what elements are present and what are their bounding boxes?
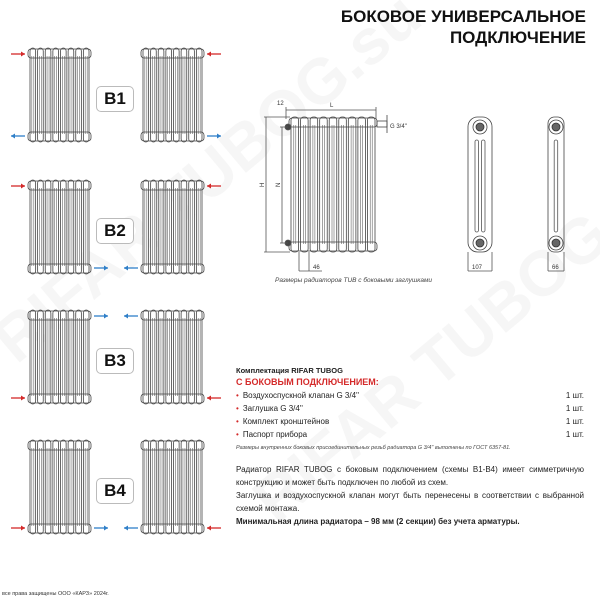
return-arrow-icon xyxy=(124,526,138,531)
return-arrow-icon xyxy=(94,266,108,271)
scheme-label: B3 xyxy=(96,348,134,374)
dim-107: 107 xyxy=(472,265,483,271)
scheme-b4 xyxy=(0,434,232,544)
copyright: все права защищены ООО «КАРЗ» 2024г. xyxy=(2,591,109,597)
supply-arrow-icon xyxy=(11,184,25,189)
dim-N: N xyxy=(276,182,282,187)
radiator-dimension-drawing xyxy=(250,95,600,280)
return-arrow-icon xyxy=(207,134,221,139)
supply-arrow-icon xyxy=(11,526,25,531)
radiator-right xyxy=(141,440,204,534)
supply-arrow-icon xyxy=(207,52,221,57)
page-title: БОКОВОЕ УНИВЕРСАЛЬНОЕ ПОДКЛЮЧЕНИЕ xyxy=(340,7,586,47)
radiator-left xyxy=(28,440,91,534)
dim-46: 46 xyxy=(313,265,320,271)
scheme-b2 xyxy=(0,174,232,284)
kit-section xyxy=(236,366,584,451)
dim-12: 12 xyxy=(277,101,284,107)
supply-arrow-icon xyxy=(11,396,25,401)
scheme-label: B4 xyxy=(96,478,134,504)
radiator-left xyxy=(28,180,91,274)
scheme-label: B1 xyxy=(96,86,134,112)
supply-arrow-icon xyxy=(207,526,221,531)
return-arrow-icon xyxy=(94,526,108,531)
thread-label: G 3/4'' xyxy=(390,124,407,130)
kit-note: Размеры внутренних боковых присоединительных резьб радиатора G 3/4'' выполнены по ГОСТ 6357-81. xyxy=(236,445,511,451)
supply-arrow-icon xyxy=(207,184,221,189)
return-arrow-icon xyxy=(11,134,25,139)
kit-item: • Заглушка G 3/4'' 1 шт. xyxy=(236,404,584,413)
dim-H: H xyxy=(260,182,266,187)
kit-subtitle: С БОКОВЫМ ПОДКЛЮЧЕНИЕМ: xyxy=(236,377,379,387)
radiator-left xyxy=(28,48,91,142)
radiator-side-view-107 xyxy=(468,117,492,271)
return-arrow-icon xyxy=(124,266,138,271)
scheme-label: B2 xyxy=(96,218,134,244)
kit-title: Комплектация RIFAR TUBOG xyxy=(236,366,343,375)
scheme-b3 xyxy=(0,304,232,414)
radiator-right xyxy=(141,48,204,142)
scheme-b1 xyxy=(0,42,232,152)
radiator-front-view xyxy=(289,117,377,252)
kit-item: • Паспорт прибора 1 шт. xyxy=(236,430,584,439)
kit-item: • Воздухоспускной клапан G 3/4'' 1 шт. xyxy=(236,391,584,400)
return-arrow-icon xyxy=(94,314,108,319)
supply-arrow-icon xyxy=(11,52,25,57)
description: Радиатор RIFAR TUBOG с боковым подключением (схемы В1-В4) имеет симметричную конструкцию и может быть подключен по любой из схем. Заглушка и воздухоспускной клапан могут быть перенесены в соответствии с выбранной схемой монтажа. Минимальная длина радиатора – 98 мм (2 секции) без учета арматуры. xyxy=(236,465,584,526)
kit-item: • Комплект кронштейнов 1 шт. xyxy=(236,417,584,426)
radiator-left xyxy=(28,310,91,404)
dim-66: 66 xyxy=(552,265,559,271)
radiator-right xyxy=(141,180,204,274)
radiator-side-view-66 xyxy=(548,117,564,271)
supply-arrow-icon xyxy=(207,396,221,401)
dim-L: L xyxy=(330,103,334,109)
drawing-caption: Размеры радиаторов TUB с боковыми заглушками xyxy=(275,277,433,284)
return-arrow-icon xyxy=(124,314,138,319)
radiator-right xyxy=(141,310,204,404)
